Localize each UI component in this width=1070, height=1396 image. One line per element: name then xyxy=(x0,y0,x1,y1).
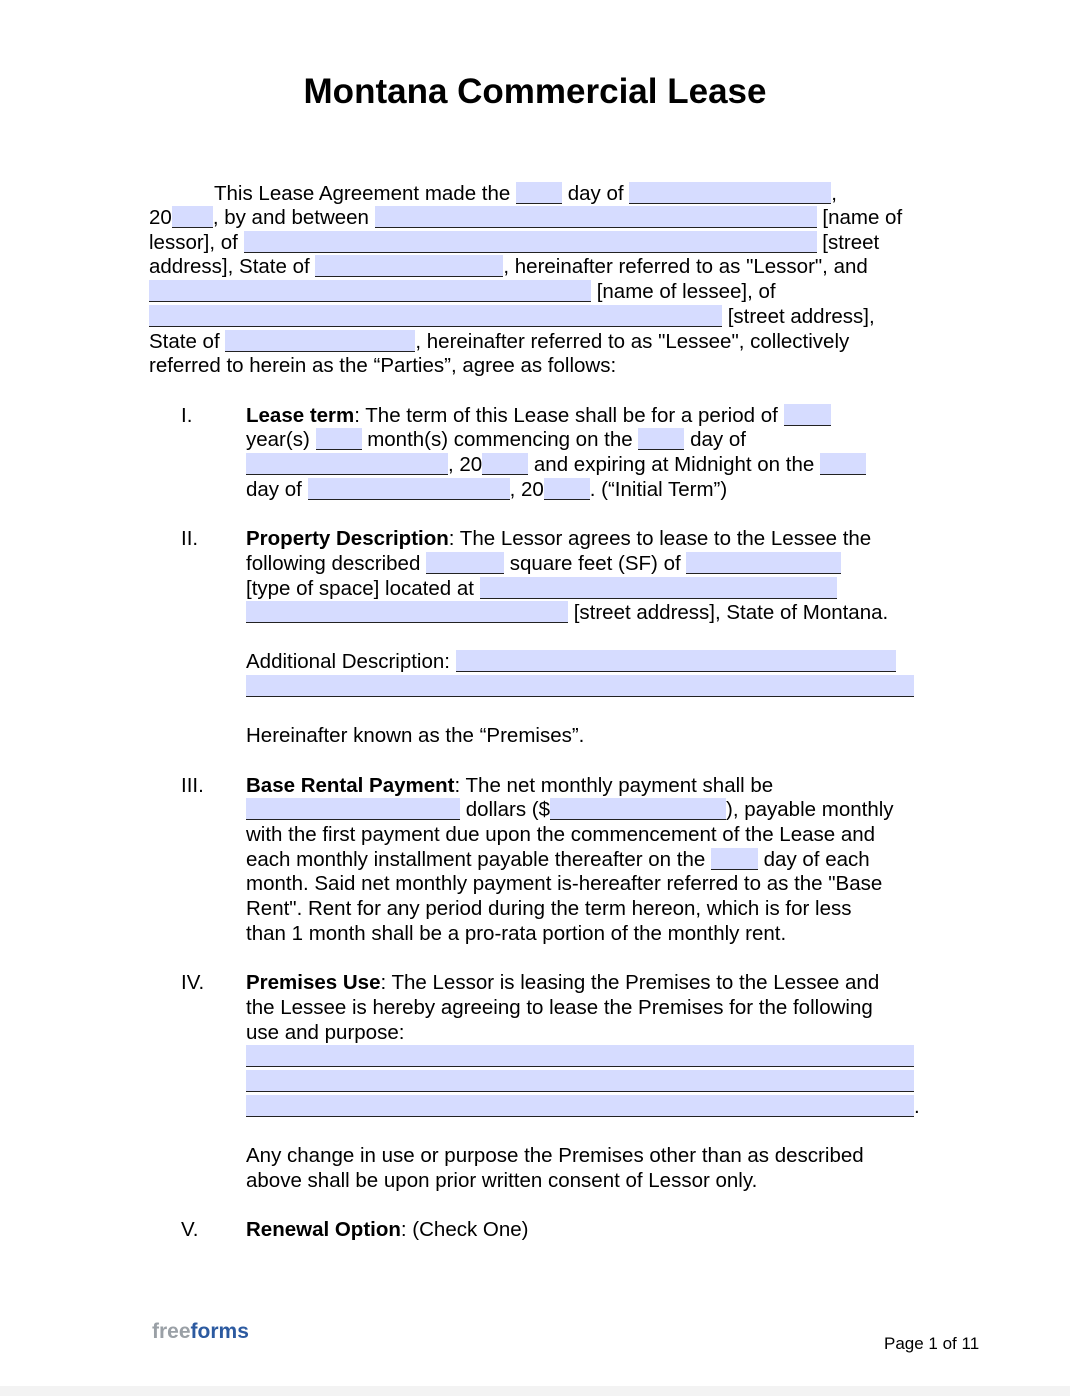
space-type-field[interactable] xyxy=(686,552,841,574)
page-number: Page 1 of 11 xyxy=(884,1334,980,1353)
s3-line-5: month. Said net monthly payment is-hereafter referred to as the "Base xyxy=(246,872,883,895)
use-purpose-field-1[interactable] xyxy=(246,1045,914,1067)
s4-change-line-1: Any change in use or purpose the Premises other than as described xyxy=(246,1144,864,1167)
intro-text: lessor], of xyxy=(149,231,238,254)
intro-line-8: referred to herein as the “Parties”, agree as follows: xyxy=(149,354,617,377)
logo-part-free: free xyxy=(152,1320,191,1343)
logo-part-forms: forms xyxy=(190,1320,249,1343)
rent-due-day-field[interactable] xyxy=(711,848,758,870)
lessee-street-field[interactable] xyxy=(149,305,722,327)
section-heading: Lease term xyxy=(246,404,355,427)
s4-text: . xyxy=(914,1095,920,1118)
intro-line-1 xyxy=(214,181,837,206)
section-number: I. xyxy=(181,404,193,427)
intro-text: day of xyxy=(567,182,624,205)
lessor-name-field[interactable] xyxy=(375,206,817,228)
s1-line-3 xyxy=(246,452,866,477)
lessee-name-field[interactable] xyxy=(149,280,591,302)
square-feet-field[interactable] xyxy=(426,552,504,574)
s2-text: following described xyxy=(246,552,421,575)
s1-text: . (“Initial Term”) xyxy=(589,478,728,501)
s3-line-3: with the first payment due upon the commencement of the Lease and xyxy=(246,823,876,846)
rent-words-field[interactable] xyxy=(246,798,460,820)
intro-text: , by and between xyxy=(212,206,369,229)
s1-text: month(s) commencing on the xyxy=(367,428,633,451)
intro-text: [name of lessee], of xyxy=(596,280,776,303)
s4-use-line-2 xyxy=(246,1069,914,1094)
agreement-day-field[interactable] xyxy=(516,182,562,204)
s2-premises-known: Hereinafter known as the “Premises”. xyxy=(246,724,585,747)
s3-line-6: Rent". Rent for any period during the term hereon, which is for less xyxy=(246,897,852,920)
s3-line-7: than 1 month shall be a pro-rata portion of the monthly rent. xyxy=(246,922,787,945)
intro-text: State of xyxy=(149,330,220,353)
intro-line-7 xyxy=(149,329,849,354)
rent-amount-field[interactable] xyxy=(550,798,726,820)
premises-location-field[interactable] xyxy=(480,577,837,599)
lessee-state-field[interactable] xyxy=(225,330,415,352)
intro-text: address], State of xyxy=(149,255,310,278)
s2-text: Additional Description: xyxy=(246,650,450,673)
s1-text: , 20 xyxy=(509,478,544,501)
s3-text: dollars ($ xyxy=(465,798,551,821)
s2-line-3 xyxy=(246,576,837,601)
section-heading: Premises Use xyxy=(246,971,381,994)
s3-line-2 xyxy=(246,797,894,822)
use-purpose-field-3[interactable] xyxy=(246,1095,914,1117)
end-month-field[interactable] xyxy=(308,478,510,500)
s2-text: [type of space] located at xyxy=(246,577,474,600)
freeforms-logo xyxy=(152,1320,249,1344)
s4-use-line-1 xyxy=(246,1044,914,1069)
s4-line-2: the Lessee is hereby agreeing to lease the Premises for the following xyxy=(246,996,873,1019)
additional-description-field-2[interactable] xyxy=(246,675,914,697)
s1-text: : The term of this Lease shall be for a period of xyxy=(354,404,778,427)
intro-text: , xyxy=(831,182,837,205)
section-heading: Base Rental Payment xyxy=(246,774,455,797)
s1-line-1 xyxy=(246,403,831,428)
intro-text: [street xyxy=(822,231,880,254)
s2-additional-line-2 xyxy=(246,674,914,699)
section-number: III. xyxy=(181,774,204,797)
s3-text: : The net monthly payment shall be xyxy=(454,774,774,797)
agreement-year-field[interactable] xyxy=(172,206,213,228)
s2-line-1 xyxy=(246,526,871,551)
lessor-state-field[interactable] xyxy=(315,255,503,277)
end-day-field[interactable] xyxy=(820,453,866,475)
intro-line-2 xyxy=(149,205,902,230)
section-number: V. xyxy=(181,1218,199,1241)
s5-line-1 xyxy=(246,1217,529,1242)
s2-line-4 xyxy=(246,600,888,625)
agreement-month-field[interactable] xyxy=(629,182,831,204)
term-months-field[interactable] xyxy=(316,428,362,450)
s4-use-line-3 xyxy=(246,1094,920,1119)
intro-text: , hereinafter referred to as "Lessee", collectively xyxy=(415,330,850,353)
s1-line-4 xyxy=(246,477,727,502)
s2-additional-line xyxy=(246,649,896,674)
intro-line-3 xyxy=(149,230,879,255)
intro-text: [name of xyxy=(822,206,903,229)
section-heading: Renewal Option xyxy=(246,1218,401,1241)
s1-text: , 20 xyxy=(448,453,483,476)
s3-text: each monthly installment payable thereafter on the xyxy=(246,848,706,871)
s1-line-2 xyxy=(246,427,746,452)
intro-text: 20 xyxy=(149,206,172,229)
s3-text: day of each xyxy=(763,848,870,871)
s3-line-1 xyxy=(246,773,773,798)
s4-line-1 xyxy=(246,970,879,995)
start-year-field[interactable] xyxy=(482,453,528,475)
start-month-field[interactable] xyxy=(246,453,448,475)
document-title: Montana Commercial Lease xyxy=(303,72,767,111)
s1-text: and expiring at Midnight on the xyxy=(533,453,815,476)
intro-line-6 xyxy=(149,304,875,329)
s4-change-line-2: above shall be upon prior written consent of Lessor only. xyxy=(246,1169,758,1192)
intro-text: , hereinafter referred to as "Lessor", and xyxy=(503,255,868,278)
lessor-street-field[interactable] xyxy=(244,231,817,253)
intro-line-5 xyxy=(149,279,776,304)
end-year-field[interactable] xyxy=(544,478,590,500)
intro-text: This Lease Agreement made the xyxy=(214,182,511,205)
s1-text: day of xyxy=(690,428,746,451)
s5-text: : (Check One) xyxy=(400,1218,529,1241)
s3-text: ), payable monthly xyxy=(726,798,894,821)
use-purpose-field-2[interactable] xyxy=(246,1070,914,1092)
section-number: II. xyxy=(181,527,199,550)
term-years-field[interactable] xyxy=(784,404,831,426)
s4-text: : The Lessor is leasing the Premises to the Lessee and xyxy=(380,971,880,994)
s3-line-4 xyxy=(246,847,870,872)
premises-street-field[interactable] xyxy=(246,601,568,623)
section-number: IV. xyxy=(181,971,205,994)
s2-text: [street address], State of Montana. xyxy=(573,601,889,624)
s1-text: year(s) xyxy=(246,428,310,451)
section-heading: Property Description xyxy=(246,527,449,550)
s2-text: : The Lessor agrees to lease to the Lessee the xyxy=(448,527,872,550)
intro-text: [street address], xyxy=(727,305,875,328)
s1-text: day of xyxy=(246,478,302,501)
intro-line-4 xyxy=(149,254,868,279)
additional-description-field-1[interactable] xyxy=(456,650,896,672)
s4-line-3: use and purpose: xyxy=(246,1021,405,1044)
start-day-field[interactable] xyxy=(638,428,684,450)
s2-text: square feet (SF) of xyxy=(509,552,681,575)
page-bottom-edge xyxy=(0,1386,1070,1396)
s2-line-2 xyxy=(246,551,841,576)
